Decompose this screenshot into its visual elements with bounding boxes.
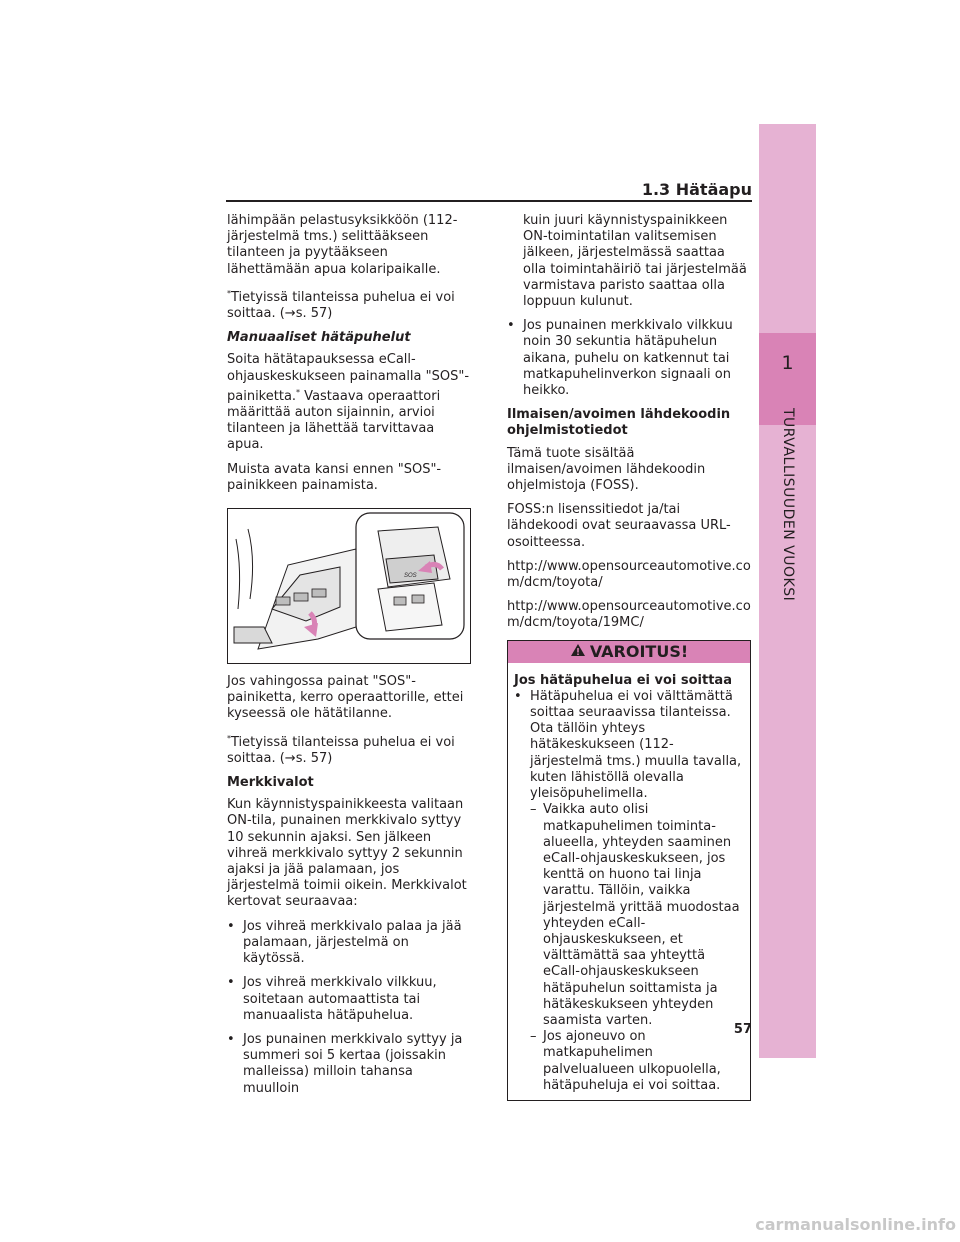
sos-button-illustration: [227, 508, 471, 664]
paragraph: Tämä tuote sisältää ilmaisen/avoimen lähdekoodin ohjelmistoja (FOSS).: [507, 445, 706, 494]
watermark: carmanualsonline.info: [755, 1215, 956, 1234]
warning-triangle-icon: [570, 643, 586, 660]
left-column: [227, 213, 471, 1105]
warning-list-item: • Hätäpuhelua ei voi välttämättä soittaa seuraavissa tilanteissa. Ota tällöin yhteys hätäkeskukseen (112-järjestelmä tms.) muulla tavalla, kuten lähistöllä olevalla yleisöpuhelimella.: [514, 689, 744, 802]
paragraph: Jos vahingossa painat "SOS"-painiketta, kerro operaattorille, ettei kyseessä ole hätätilanne.: [227, 674, 464, 722]
heading-manual-calls: Manuaaliset hätäpuhelut: [227, 330, 411, 346]
footnote-text: Tietyissä tilanteissa puhelua ei voi soittaa. (→s. 57): [227, 734, 455, 766]
footnote-text: Tietyissä tilanteissa puhelua ei voi soittaa. (→s. 57): [227, 289, 455, 322]
header-rule: [226, 200, 752, 202]
paragraph: Muista avata kansi ennen "SOS"-painikkeen painamista.: [227, 461, 442, 493]
list-item: • Jos vihreä merkkivalo vilkkuu, soitetaan automaattista tai manuaalista hätäpuhelua.: [227, 975, 471, 1024]
page-number: 57: [733, 1022, 752, 1037]
footnote: [227, 286, 471, 322]
paragraph: [227, 352, 471, 453]
paragraph: FOSS:n lisenssitiedot ja/tai lähdekoodi ovat seuraavassa URL-osoitteessa.: [507, 502, 731, 550]
list-item: • Jos vihreä merkkivalo palaa ja jää palamaan, järjestelmä on käytössä.: [227, 919, 471, 968]
warning-header: [508, 641, 750, 663]
paragraph: Kun käynnistyspainikkeesta valitaan ON-tila, punainen merkkivalo syttyy 10 sekunnin ajaksi. Sen jälkeen vihreä merkkivalo syttyy 2 sekunnin ajaksi ja jää palamaan, jos järjestelmä toimii oikein. Merkkivalot kertovat seuraavaa:: [227, 797, 467, 910]
paragraph-text: Soita hätätapauksessa eCall-ohjauskeskukseen painamalla "SOS"-painiketta.: [227, 352, 470, 404]
footnote-mark: *: [227, 733, 231, 743]
footnote-mark: *: [227, 288, 231, 298]
footnote-mark: *: [296, 387, 301, 397]
warning-title: Jos hätäpuhelua ei voi soittaa: [514, 672, 732, 688]
paragraph: lähimpään pelastusyksikköön (112-järjestelmä tms.) selittääkseen tilanteen ja pyytääkseen lähettämään apua kolaripaikalle.: [227, 213, 458, 277]
warning-sub-item: – Jos ajoneuvo on matkapuhelimen palvelualueen ulkopuolella, hätäpuheluja ei voi soittaa.: [514, 1029, 744, 1094]
heading-indicator-lights: Merkkivalot: [227, 775, 314, 791]
warning-sub-item: – Vaikka auto olisi matkapuhelimen toiminta-alueella, yhteyden saaminen eCall-ohjauskeskukseen, jos kenttä on huono tai linja varattu. Tällöin, vaikka järjestelmä yrittää muodostaa yhteyden eCall-ohjauskeskukseen, et välttämättä saa yhteyttä eCall-ohjauskeskukseen hätäpuhelun soittamista ja hätäkeskukseen yhteyden saamista varten.: [514, 802, 744, 1029]
paragraph-text: Vastaava operaattori määrittää auton sijainnin, arvioi tilanteen ja lähettää tarvittavaa apua.: [227, 388, 441, 453]
overhead-console-drawing: [228, 509, 470, 663]
right-column: [507, 213, 751, 1101]
list-item: • Jos punainen merkkivalo syttyy ja summeri soi 5 kertaa (joissakin malleissa) milloin tahansa muulloin: [227, 1032, 471, 1097]
footnote: [227, 731, 471, 767]
warning-label: VAROITUS!: [589, 641, 689, 661]
chapter-number: 1: [781, 352, 794, 374]
list-item: • Jos punainen merkkivalo vilkkuu noin 30 sekuntia hätäpuhelun aikana, puhelu on katkennut tai matkapuhelinverkon signaali on heikko.: [507, 318, 751, 399]
foss-url-link[interactable]: http://www.opensourceautomotive.com/dcm/toyota/: [507, 558, 751, 591]
heading-foss: Ilmaisen/avoimen lähdekoodin ohjelmistotiedot: [507, 407, 731, 439]
list-item-continuation: kuin juuri käynnistyspainikkeen ON-toimintatilan valitsemisen jälkeen, järjestelmässä saattaa olla toimintahäiriö tai järjestelmää varmistava paristo saattaa olla loppuun kulunut.: [523, 213, 747, 310]
chapter-title: TURVALLISUUDEN VUOKSI: [780, 408, 796, 602]
section-title: 1.3 Hätäapu: [641, 180, 752, 199]
sos-label: SOS: [404, 573, 417, 580]
foss-url-link[interactable]: http://www.opensourceautomotive.com/dcm/toyota/19MC/: [507, 599, 751, 631]
